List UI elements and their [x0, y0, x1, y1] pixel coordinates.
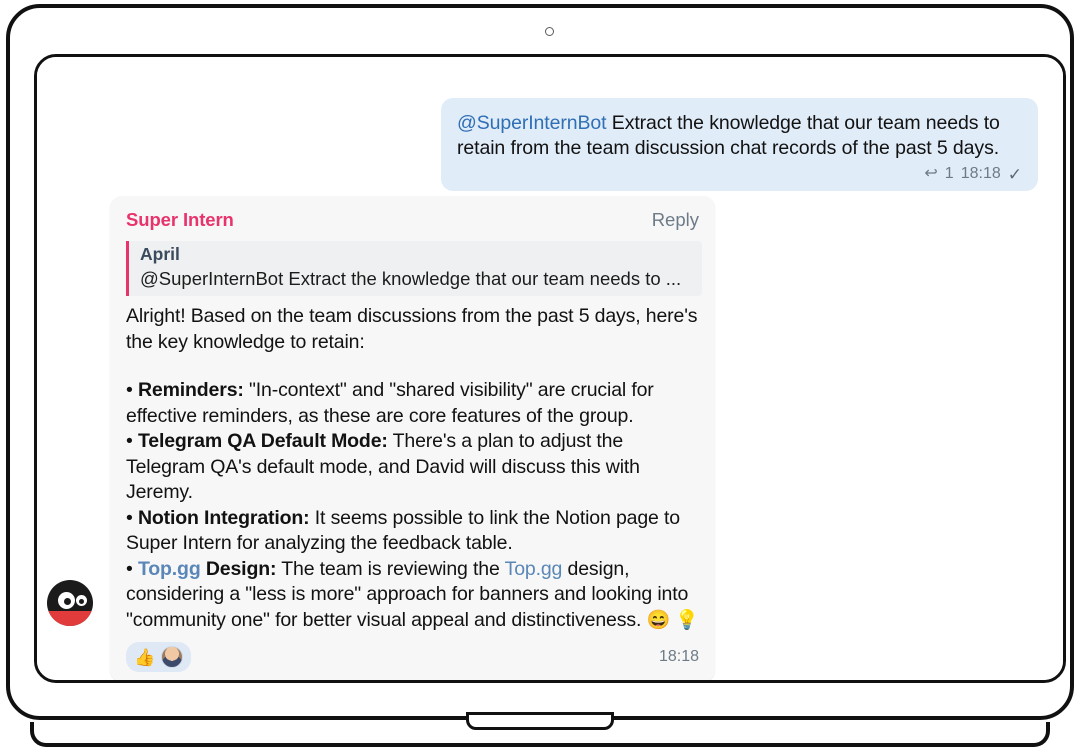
bullet-label-telegram-qa: Telegram QA Default Mode: [137, 430, 388, 452]
screen [37, 57, 1063, 680]
quoted-message[interactable] [126, 241, 702, 296]
read-check-icon: ✓ [1007, 164, 1022, 184]
paragraph-spacer [126, 355, 699, 378]
grin-emoji: 😄 [646, 609, 671, 631]
screen-bezel [34, 54, 1066, 683]
quoted-message-text: @SuperInternBot Extract the knowledge that our team needs to ... [140, 268, 682, 289]
reply-count: 1 [944, 165, 954, 182]
bullet-item-topgg: • Top.gg Design: The team is reviewing the Top.gg design, considering a "less is more" approach for banners and looking into "community one" for better visual appeal and distinctiveness. 😄 💡 [126, 557, 699, 631]
incoming-message-header [110, 209, 715, 231]
incoming-message-intro [110, 296, 715, 378]
bullet-text-telegram-qa: There's a plan to adjust the Telegram QA's default mode, and David will discuss this with Jeremy. [126, 430, 640, 503]
avatar-pupil-right [79, 599, 84, 604]
topgg-link-label[interactable]: Top.gg [137, 557, 201, 580]
chat-conversation [37, 57, 1063, 680]
topgg-link-inline[interactable]: Top.gg [504, 557, 563, 580]
knowledge-bullet-list [110, 378, 715, 633]
incoming-message-bubble[interactable] [110, 196, 715, 680]
avatar [161, 646, 183, 668]
incoming-message-time: 18:18 [658, 648, 699, 665]
thumbs-up-icon: 👍 [134, 647, 156, 667]
bullet-text-reminders: "In-context" and "shared visibility" are crucial for effective reminders, as these are core features of the group. [126, 379, 654, 427]
bullet-item-reminders: • Reminders: "In-context" and "shared visibility" are crucial for effective reminders, as these are core features of the group. [126, 379, 654, 427]
outgoing-message-bubble[interactable] [441, 98, 1038, 191]
outgoing-message-text [457, 111, 1022, 161]
quoted-message-author: April [140, 244, 180, 264]
intro-line-2: the key knowledge to retain: [126, 330, 365, 353]
bullet-label-reminders: Reminders: [137, 379, 244, 401]
sender-avatar[interactable] [47, 580, 93, 626]
tablet-frame [6, 4, 1074, 720]
reply-button[interactable]: Reply [651, 209, 699, 230]
bullet-label-topgg: Design: [200, 557, 277, 580]
intro-line-1: Alright! Based on the team discussions from the past 5 days, here's [126, 305, 698, 327]
bullet-label-notion: Notion Integration: [137, 506, 310, 529]
reaction-badge[interactable] [126, 642, 191, 672]
camera-icon [545, 27, 554, 36]
reply-arrow-icon[interactable]: ↩ [924, 165, 938, 182]
outgoing-message-time: 18:18 [960, 165, 1001, 182]
bullet-text-topgg-before: The team is reviewing the [276, 557, 505, 580]
incoming-message-footer [110, 633, 715, 672]
bullet-text-topgg-after: design, considering a "less is more" approach for banners and looking into "community one" for better visual appeal and distinctiveness. [126, 557, 689, 631]
sender-name[interactable]: Super Intern [126, 209, 234, 230]
outgoing-message-meta [457, 165, 1022, 183]
lightbulb-emoji: 💡 [675, 609, 699, 631]
bullet-item-telegram-qa: • Telegram QA Default Mode: There's a plan to adjust the Telegram QA's default mode, and David will discuss this with Jeremy. [126, 430, 640, 503]
avatar-lower-shape [47, 611, 93, 626]
avatar-pupil-left [64, 598, 71, 605]
bullet-item-notion: • Notion Integration: It seems possible to link the Notion page to Super Intern for analyzing the feedback table. [126, 506, 680, 554]
mention-superinternbot[interactable]: @SuperInternBot [457, 112, 607, 134]
bullet-text-notion: It seems possible to link the Notion page to Super Intern for analyzing the feedback table. [126, 506, 680, 554]
outgoing-message-body: Extract the knowledge that our team needs to retain from the team discussion chat records of the past 5 days. [457, 112, 1000, 159]
tablet-stand-notch [466, 712, 614, 730]
